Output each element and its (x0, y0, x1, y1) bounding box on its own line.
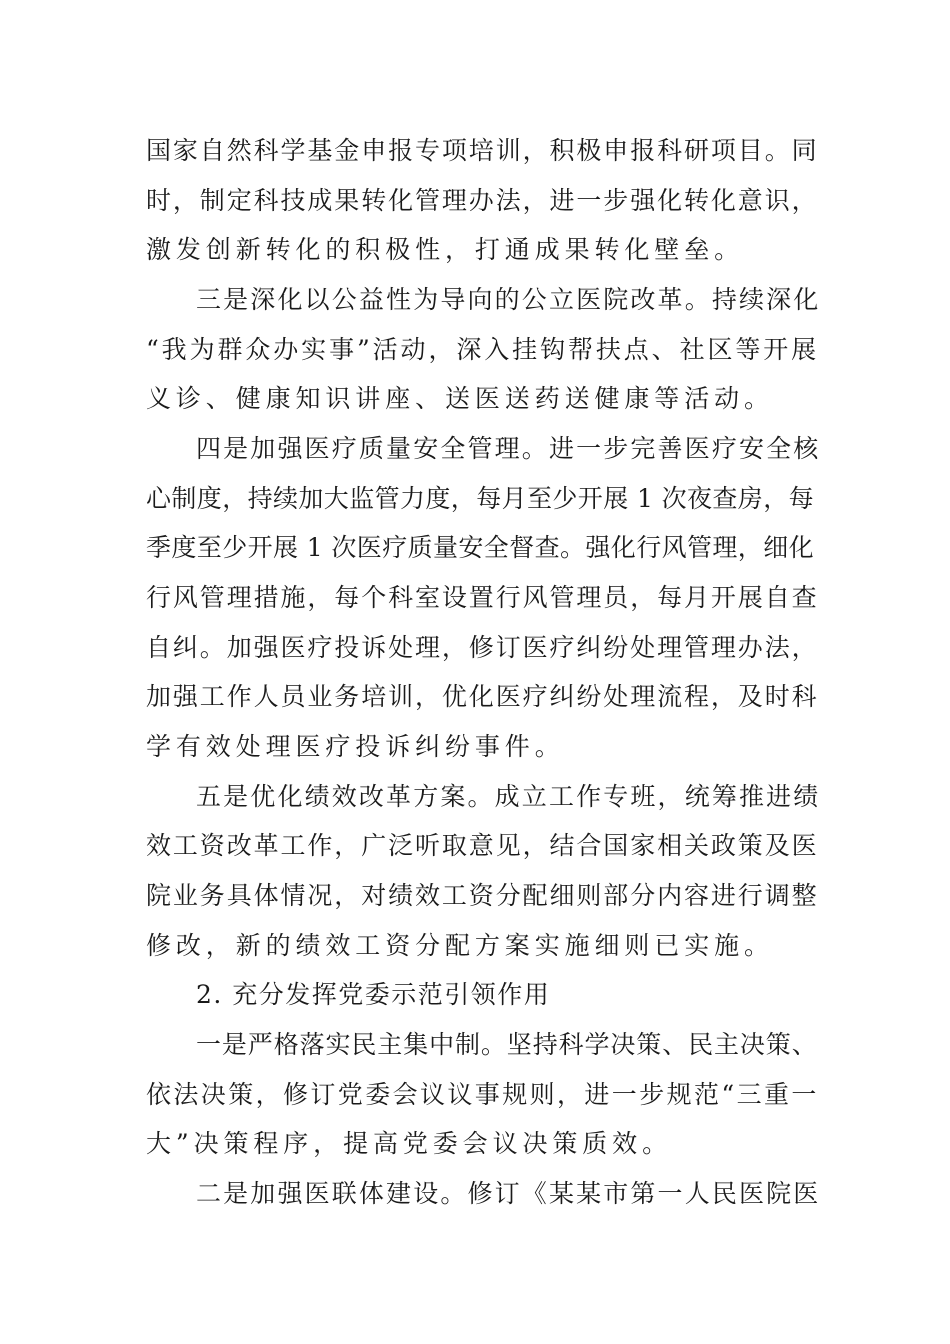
text-line-2: 时，制定科技成果转化管理办法，进一步强化转化意识， (146, 186, 819, 215)
text-line-15: 效工资改革工作，广泛听取意见，结合国家相关政策及医 (146, 831, 819, 860)
text-line-22: 二是加强医联体建设。修订《某某市第一人民医院医 (196, 1179, 821, 1208)
text-line-20: 依法决策，修订党委会议议事规则，进一步规范“三重一 (146, 1080, 819, 1109)
text-line-10: 行风管理措施，每个科室设置行风管理员，每月开展自查 (146, 583, 819, 612)
text-line-19: 一是严格落实民主集中制。坚持科学决策、民主决策、 (196, 1030, 818, 1059)
text-line-12: 加强工作人员业务培训，优化医疗纠纷处理流程，及时科 (146, 682, 819, 711)
text-line-1: 国家自然科学基金申报专项培训，积极申报科研项目。同 (146, 136, 819, 165)
text-line-21: 大”决策程序，提高党委会议决策质效。 (146, 1129, 672, 1158)
text-line-4: 三是深化以公益性为导向的公立医院改革。持续深化 (196, 285, 821, 314)
text-line-13: 学有效处理医疗投诉纠纷事件。 (146, 732, 565, 761)
text-line-9: 季度至少开展 1 次医疗质量安全督查。强化行风管理，细化 (146, 533, 815, 562)
text-line-14: 五是优化绩效改革方案。成立工作专班，统筹推进绩 (196, 782, 821, 811)
text-line-17: 修改，新的绩效工资分配方案实施细则已实施。 (146, 931, 774, 960)
text-line-3: 激发创新转化的积极性，打通成果转化壁垒。 (146, 235, 745, 264)
text-line-5: “我为群众办实事”活动，深入挂钩帮扶点、社区等开展 (146, 335, 820, 364)
text-line-6: 义诊、健康知识讲座、送医送药送健康等活动。 (146, 384, 774, 413)
text-line-16: 院业务具体情况，对绩效工资分配细则部分内容进行调整 (146, 881, 819, 910)
section-heading: 2. 充分发挥党委示范引领作用 (196, 980, 551, 1009)
text-line-8: 心制度，持续加大监管力度，每月至少开展 1 次夜查房，每 (146, 484, 815, 513)
text-line-11: 自纠。加强医疗投诉处理，修订医疗纠纷处理管理办法， (146, 633, 819, 662)
text-line-7: 四是加强医疗质量安全管理。进一步完善医疗安全核 (196, 434, 821, 463)
